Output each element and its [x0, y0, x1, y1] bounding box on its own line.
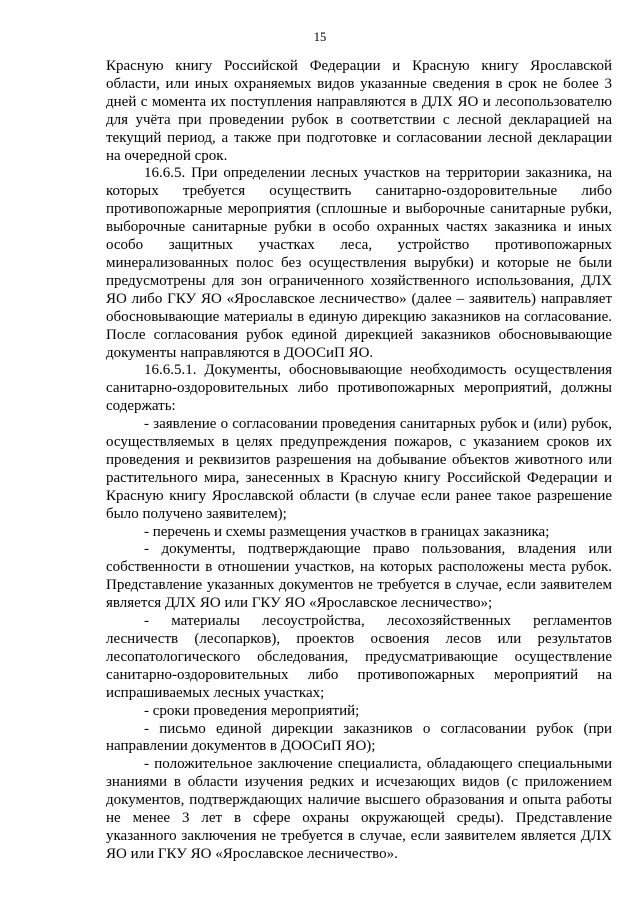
- paragraph-continuation: Красную книгу Российской Федерации и Красную книгу Ярославской области, или иных охраняемых видов указанные сведения в срок не более 3 дней с момента их поступления направляются в ДЛХ ЯО и лесопользователю для учёта при проведении рубок в соответствии с лесной декларацией на текущий период, а также при подготовке и согласовании лесной декларации на очередной срок.: [106, 58, 612, 164]
- list-item-schemes: - перечень и схемы размещения участков в границах заказника;: [144, 523, 550, 540]
- list-item-directorate-letter: - письмо единой дирекции заказников о согласовании рубок (при направлении документов в ДООСиП ЯО);: [106, 720, 612, 755]
- paragraph-16-6-5: 16.6.5. При определении лесных участков на территории заказника, на которых требуется осуществить санитарно-оздоровительные либо противопожарные мероприятия (сплошные и выборочные санитарные рубки, выборочные санитарные рубки в особо охранных частях заказника и иных особо защитных участках леса, устройство противопожарных минерализованных полос без осуществления вырубки) и которые не были предусмотрены для зон ограниченного хозяйственного использования, ДЛХ ЯО либо ГКУ ЯО «Ярославское лесничество» (далее – заявитель) направляет обосновывающие материалы в единую дирекцию заказников на согласование. После согласования рубок единой дирекцией заказников обосновывающие документы направляются в ДООСиП ЯО.: [106, 165, 612, 361]
- list-item-forest-materials: - материалы лесоустройства, лесохозяйственных регламентов лесничеств (лесопарков), проектов освоения лесов или результатов лесопатологического обследования, предусматривающие осуществление санитарно-оздоровительных либо противопожарных мероприятий на испрашиваемых лесных участках;: [106, 613, 612, 701]
- document-body: [106, 58, 612, 864]
- list-item-timelines: - сроки проведения мероприятий;: [144, 702, 360, 719]
- list-item-ownership-documents: - документы, подтверждающие право пользования, владения или собственности в отношении участков, на которых расположены места рубок. Представление указанных документов не требуется в случае, если заявителем является ДЛХ ЯО или ГКУ ЯО «Ярославское лесничество»;: [106, 541, 612, 612]
- page-number: 15: [313, 30, 327, 44]
- list-item-application: - заявление о согласовании проведения санитарных рубок и (или) рубок, осуществляемых в целях предупреждения пожаров, с указанием сроков их проведения и реквизитов разрешения на добывание объектов животного или растительного мира, занесенных в Красную книгу Российской Федерации и Красную книгу Ярославской области (в случае если ранее такое разрешение было получено заявителем);: [106, 416, 612, 522]
- paragraph-16-6-5-1: 16.6.5.1. Документы, обосновывающие необходимость осуществления санитарно-оздоровительных либо противопожарных мероприятий, должны содержать:: [106, 362, 612, 415]
- list-item-specialist-conclusion: - положительное заключение специалиста, обладающего специальными знаниями в области изучения редких и исчезающих видов (с приложением документов, подтверждающих наличие высшего образования и опыта работы не менее 3 лет в сфере охраны окружающей среды). Представление указанного заключения не требуется в случае, если заявителем является ДЛХ ЯО или ГКУ ЯО «Ярославское лесничество».: [106, 756, 612, 862]
